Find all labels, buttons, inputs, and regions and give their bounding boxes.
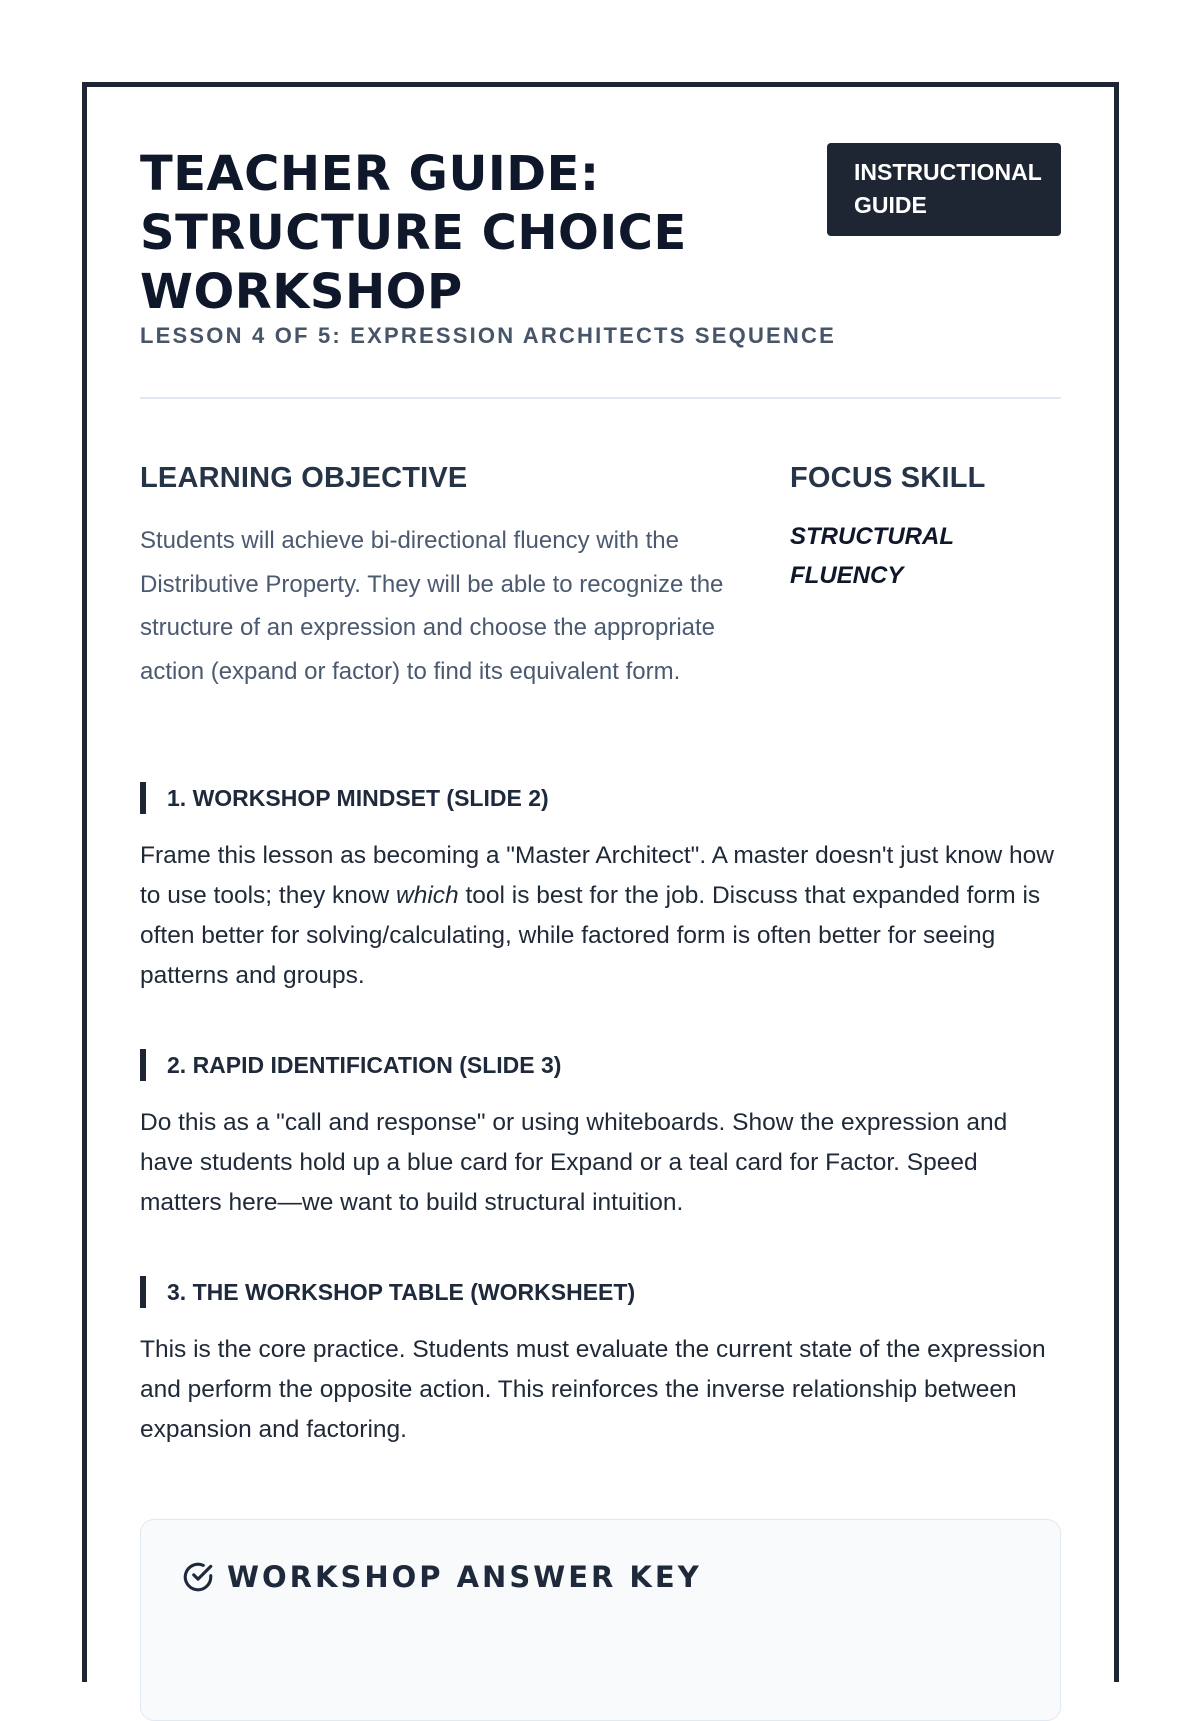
section-heading (140, 782, 1061, 814)
section-heading-text: 3. THE WORKSHOP TABLE (WORKSHEET) (167, 1279, 636, 1305)
title-line: TEACHER GUIDE: (140, 146, 600, 202)
badge-line: GUIDE (854, 192, 927, 218)
guide-type-badge (827, 143, 1061, 236)
header-divider (140, 397, 1061, 399)
title-line: WORKSHOP (140, 264, 463, 320)
section-body: This is the core practice. Students must evaluate the current state of the expression and perform the opposite action. This reinforces the inverse relationship between expansion and factoring. (140, 1336, 1046, 1443)
answer-key-title (181, 1560, 702, 1594)
section-heading-text: 1. WORKSHOP MINDSET (SLIDE 2) (167, 785, 549, 811)
section-body (140, 836, 1061, 996)
section-heading (140, 1276, 1061, 1308)
lesson-subtitle: LESSON 4 OF 5: EXPRESSION ARCHITECTS SEQUENCE (140, 323, 836, 348)
focus-heading: FOCUS SKILL (790, 462, 986, 494)
badge-line: INSTRUCTIONAL (854, 159, 1042, 185)
focus-skill-line: STRUCTURAL (790, 523, 954, 550)
section-accent-bar (140, 1049, 146, 1081)
section-heading (140, 1049, 1061, 1081)
page-content (140, 87, 1061, 1594)
page-title (140, 145, 780, 322)
guide-page (82, 82, 1119, 1682)
body-emphasis: which (396, 882, 459, 909)
section-body: Do this as a "call and response" or using whiteboards. Show the expression and have students hold up a blue card for Expand or a teal card for Factor. Speed matters here—we want to build structural intuition. (140, 1109, 1008, 1216)
body-text: Frame this lesson as becoming a "Master Architect". A master doesn't just know how to use tools; they know (140, 842, 1055, 909)
check-circle-icon (181, 1560, 215, 1594)
answer-key-card (140, 1519, 1061, 1721)
focus-skill (790, 461, 1060, 595)
focus-skill-value (790, 517, 1060, 595)
title-line: STRUCTURE CHOICE (140, 205, 687, 261)
section-workshop-table (140, 1276, 1061, 1450)
focus-skill-line: FLUENCY (790, 562, 904, 589)
section-accent-bar (140, 1276, 146, 1308)
objective-heading: LEARNING OBJECTIVE (140, 462, 468, 494)
answer-key-title-text: WORKSHOP ANSWER KEY (227, 1560, 702, 1594)
section-heading-text: 2. RAPID IDENTIFICATION (SLIDE 3) (167, 1052, 562, 1078)
section-accent-bar (140, 782, 146, 814)
learning-objective (140, 461, 730, 693)
body-text: tool is best for the job. Discuss that expanded form is often better for solving/calculating, while factored form is often better for seeing patterns and groups. (140, 882, 1041, 989)
page-header (140, 87, 1061, 387)
objective-text: Students will achieve bi-directional fluency with the Distributive Property. They will be able to recognize the structure of an expression and choose the appropriate action (expand or factor) to find its equivalent form. (140, 527, 724, 685)
section-rapid-identification (140, 1049, 1061, 1223)
section-workshop-mindset (140, 782, 1061, 996)
